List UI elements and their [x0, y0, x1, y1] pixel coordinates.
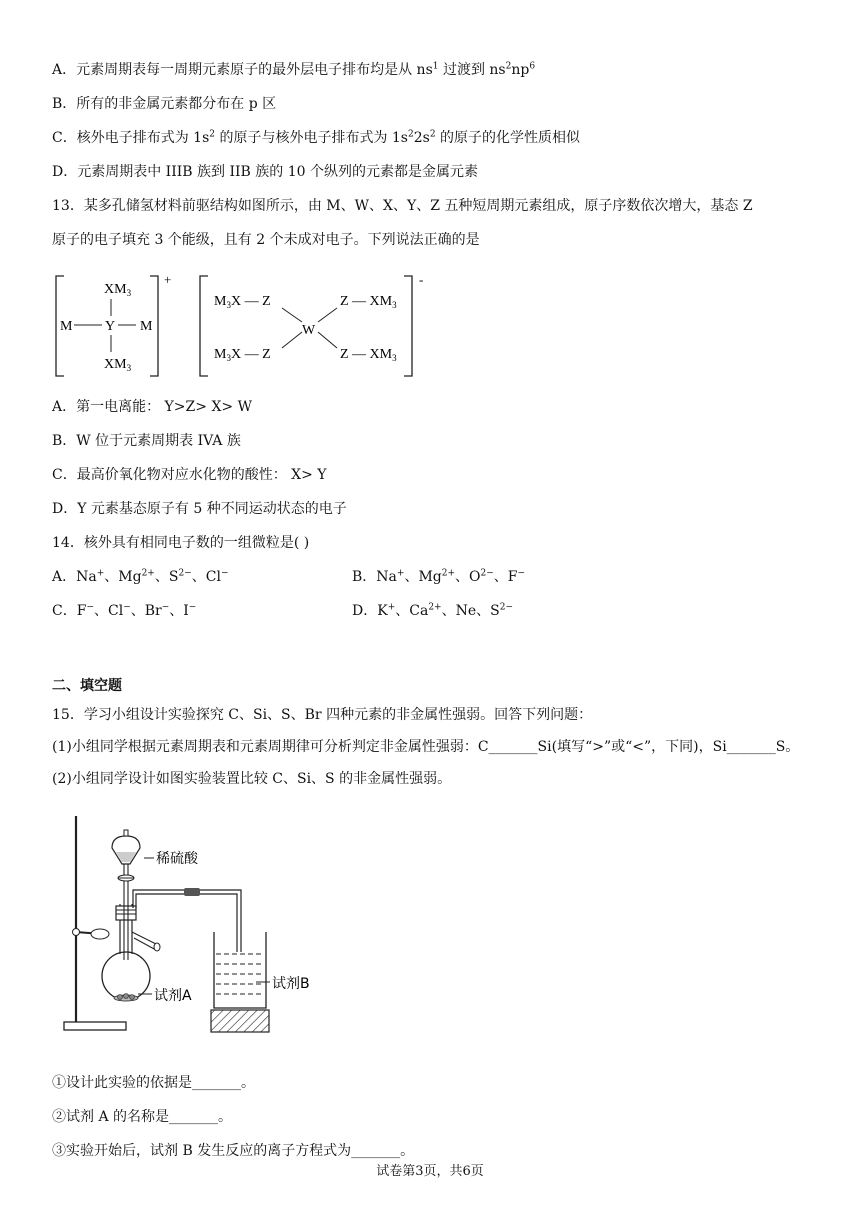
ion: $S^{2-}$ — [490, 602, 514, 619]
option-label: C． — [52, 603, 77, 619]
ion: $Ca^{2+}$ — [409, 602, 442, 619]
q15-sub1: ①设计此实验的依据是_______。 — [52, 1075, 255, 1091]
q14-option-d — [352, 601, 513, 621]
svg-text:W: W — [302, 323, 316, 338]
ion: Na+ — [76, 568, 105, 585]
anion-charge: - — [419, 272, 424, 287]
q13-stem-line1: 13．某多孔储氢材料前驱结构如图所示，由 M、W、X、Y、Z 五种短周期元素组成，原子序数依次增大，基态 Z — [52, 198, 753, 214]
q13-option-b: B．W 位于元素周期表 IVA 族 — [52, 433, 241, 449]
q14-option-c — [52, 601, 196, 621]
svg-text:M3X — Z: $M_3X$ — Z — [214, 294, 271, 310]
acid-label: 稀硫酸 — [156, 851, 198, 867]
separator: 、 — [395, 603, 410, 619]
separator: 、 — [191, 569, 206, 585]
separator: 、 — [493, 569, 508, 585]
q13-structure-figure — [52, 268, 442, 383]
svg-text:Z — XM3: Z — $XM_3$ — [340, 347, 397, 363]
page-footer: 试卷第3页，共6页 — [376, 1164, 484, 1179]
q14-option-a — [52, 567, 228, 587]
ion: F− — [507, 568, 526, 585]
reagent-b-label: 试剂B — [272, 976, 310, 992]
q14-option-b — [352, 567, 525, 587]
separator: 、 — [93, 603, 108, 619]
q15-sub3: ③实验开始后，试剂 B 发生反应的离子方程式为_______。 — [52, 1143, 415, 1159]
ion: Br− — [144, 602, 170, 619]
option-label: B． — [352, 569, 377, 585]
ion: K+ — [377, 602, 396, 619]
ion: Na+ — [376, 568, 405, 585]
ion: Cl− — [205, 568, 229, 585]
q12-option-d: D．元素周期表中 IIIB 族到 IIB 族的 10 个纵列的元素都是金属元素 — [52, 164, 478, 180]
q13-option-d: D．Y 元素基态原子有 5 种不同运动状态的电子 — [52, 501, 347, 517]
q13-option-c: C．最高价氧化物对应水化物的酸性： X> Y — [52, 467, 327, 483]
option-label: D． — [352, 603, 378, 619]
q15-part1: (1)小组同学根据元素周期表和元素周期律可分析判定非金属性强弱：C_______Si(填写“>”或“<”，下同)，Si_______S。 — [52, 739, 800, 755]
q15-sub2: ②试剂 A 的名称是_______。 — [52, 1109, 233, 1125]
ion: I− — [183, 602, 197, 619]
option-label: A． — [52, 569, 77, 585]
q12-option-a: A．元素周期表每一周期元素原子的最外层电子排布均是从 $ns^1$ 过渡到 $ns^2np^6$ — [52, 61, 536, 78]
q13-stem-line2: 原子的电子填充 3 个能级，且有 2 个未成对电子。下列说法正确的是 — [52, 232, 480, 248]
svg-text:XM3: $XM_3$ — [104, 282, 132, 298]
q15-stem: 15．学习小组设计实验探究 C、Si、S、Br 四种元素的非金属性强弱。回答下列问题： — [52, 707, 593, 723]
ion: $O^{2-}$ — [469, 568, 494, 585]
separator: 、 — [455, 569, 470, 585]
ion: $Mg^{2+}$ — [418, 568, 456, 585]
cation-charge: + — [164, 272, 172, 287]
ion: $S^{2-}$ — [168, 568, 192, 585]
svg-text:M3X — Z: $M_3X$ — Z — [214, 347, 271, 363]
q14-stem: 14．核外具有相同电子数的一组微粒是( ) — [52, 535, 310, 551]
ion: Ne — [455, 603, 477, 619]
svg-text:M: M — [140, 319, 153, 334]
separator: 、 — [441, 603, 456, 619]
svg-text:M: M — [60, 319, 73, 334]
ion: Cl− — [107, 602, 131, 619]
separator: 、 — [130, 603, 145, 619]
separator: 、 — [476, 603, 491, 619]
section-heading: 二、填空题 — [52, 678, 122, 694]
svg-text:XM3: $XM_3$ — [104, 357, 132, 373]
ion: $Mg^{2+}$ — [118, 568, 155, 585]
separator: 、 — [154, 569, 169, 585]
q12-option-b: B．所有的非金属元素都分布在 p 区 — [52, 96, 277, 112]
reagent-a-label: 试剂A — [154, 988, 192, 1004]
q13-option-a: A．第一电离能： Y>Z> X> W — [52, 399, 252, 415]
svg-text:Y: Y — [105, 319, 116, 334]
apparatus-figure — [56, 812, 356, 1042]
q12-option-c: C．核外电子排布式为 $1s^2$ 的原子与核外电子排布式为 $1s^22s^2$ 的原子的化学性质相似 — [52, 129, 581, 146]
separator: 、 — [104, 569, 119, 585]
separator: 、 — [169, 603, 184, 619]
q15-part2: (2)小组同学设计如图实验装置比较 C、Si、S 的非金属性强弱。 — [52, 771, 452, 787]
ion: F− — [76, 602, 94, 619]
svg-text:Z — XM3: Z — $XM_3$ — [340, 294, 397, 310]
separator: 、 — [404, 569, 419, 585]
